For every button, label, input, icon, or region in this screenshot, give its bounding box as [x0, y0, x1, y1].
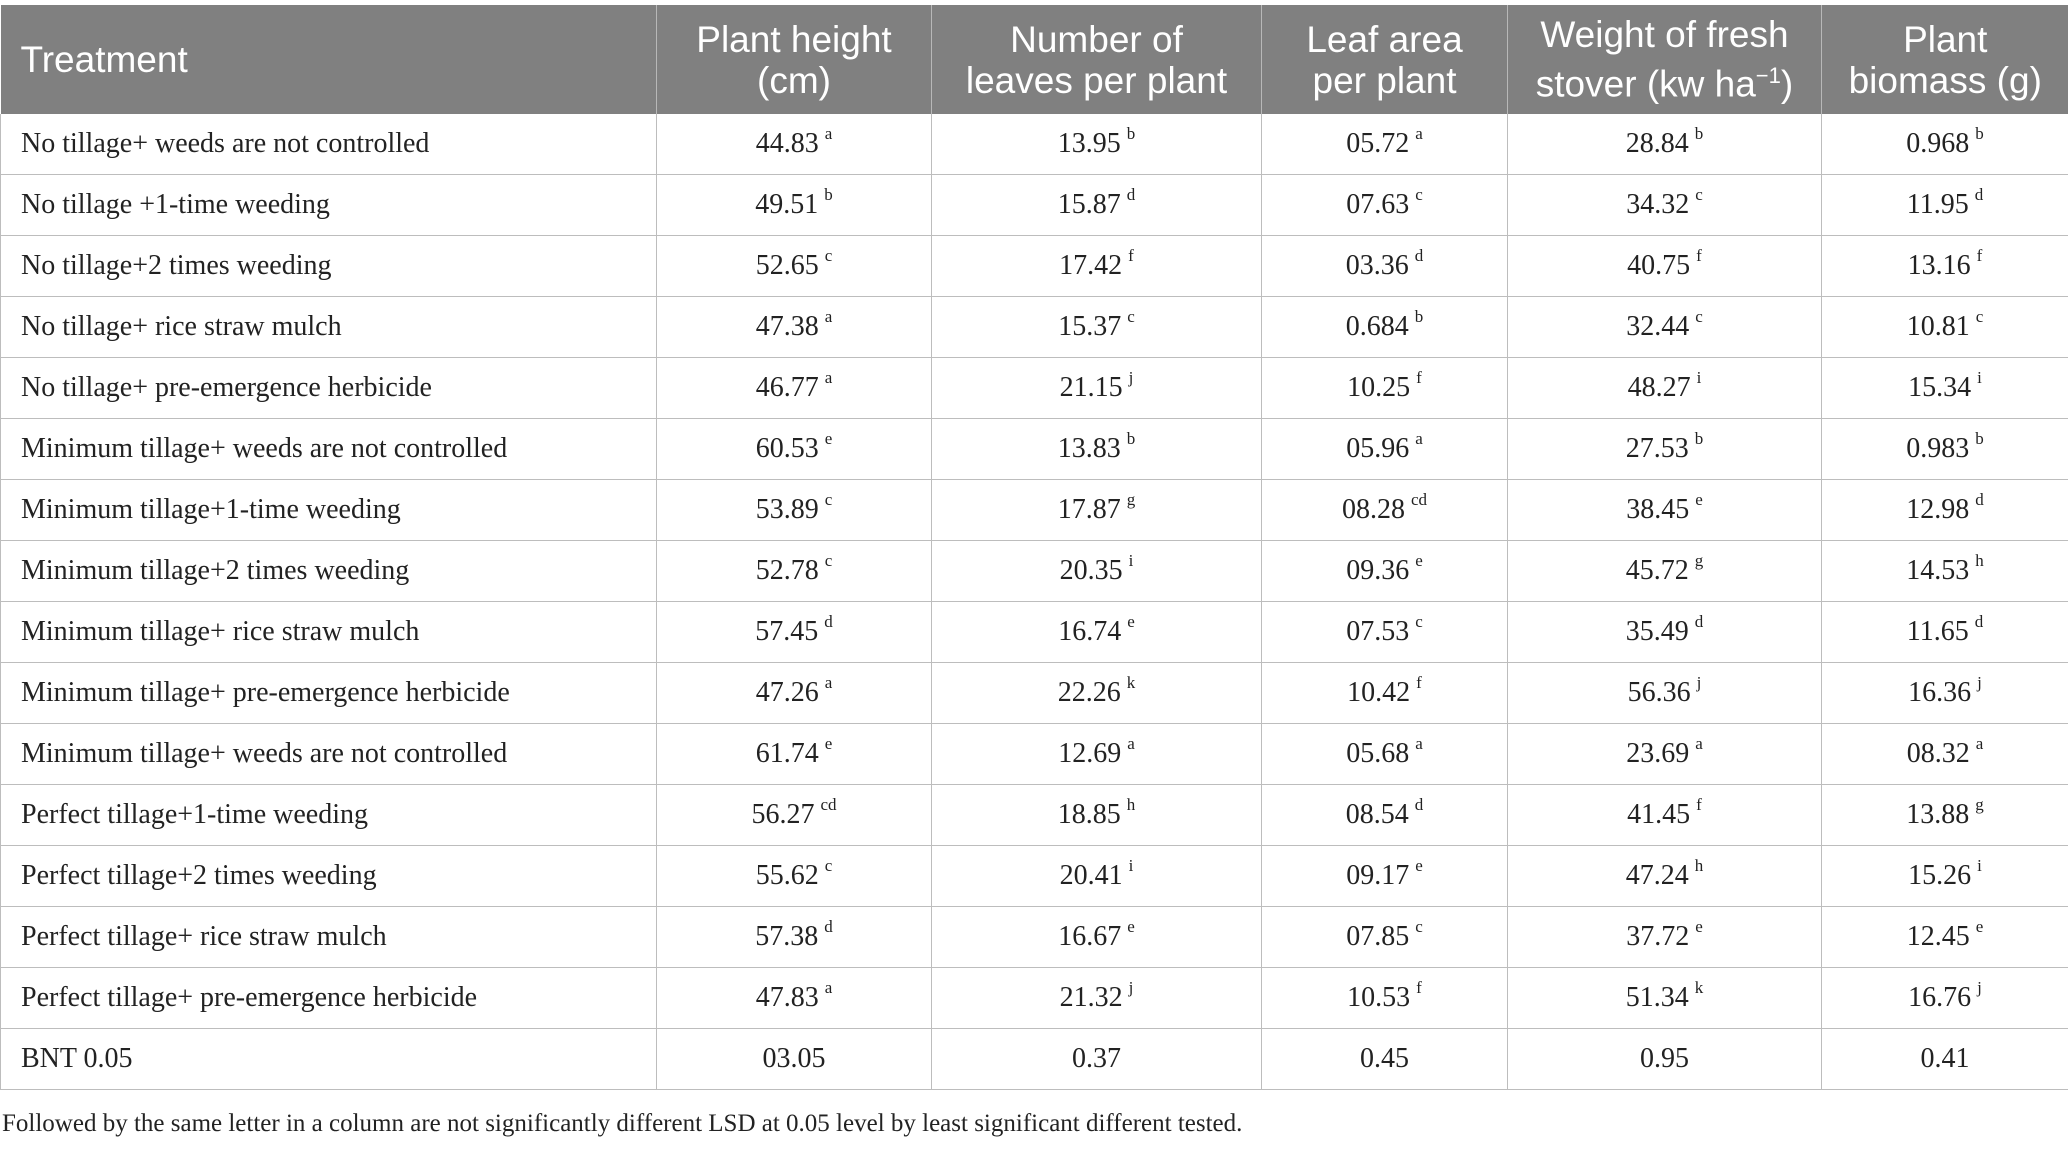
cell-value: 15.26 [1908, 860, 1972, 891]
significance-letter: f [1696, 246, 1702, 265]
significance-letter: a [824, 673, 833, 692]
cell-value: 28.84 [1625, 128, 1689, 159]
value-cell [1262, 358, 1508, 419]
cell-value: 55.62 [755, 860, 819, 891]
value-cell [657, 907, 932, 968]
header-plant-height [657, 5, 932, 114]
value-cell [1508, 785, 1822, 846]
significance-letter: b [1975, 124, 1984, 143]
significance-letter: i [1696, 368, 1702, 387]
value-cell [657, 663, 932, 724]
value-cell [657, 1029, 932, 1090]
value-cell [1262, 602, 1508, 663]
header-row [1, 5, 2068, 114]
value-cell [932, 114, 1262, 175]
cell-value: 16.74 [1058, 616, 1122, 647]
value-cell [932, 968, 1262, 1029]
value-cell [1822, 602, 2068, 663]
significance-letter: e [1415, 856, 1423, 875]
treatment-cell: Minimum tillage+ weeds are not controlled [1, 419, 657, 480]
cell-value: 0.983 [1906, 433, 1970, 464]
header-treatment [1, 5, 657, 114]
significance-letter: d [1126, 185, 1136, 204]
header-line: Treatment [20, 39, 188, 80]
significance-letter: c [1127, 307, 1135, 326]
value-cell [932, 663, 1262, 724]
significance-letter: f [1416, 978, 1422, 997]
cell-value: 13.95 [1057, 128, 1121, 159]
value-cell [657, 358, 932, 419]
significance-letter: c [1695, 185, 1703, 204]
significance-letter: a [824, 978, 833, 997]
cell-value: 11.65 [1906, 616, 1969, 647]
cell-value: 10.42 [1347, 677, 1411, 708]
value-cell [1822, 358, 2068, 419]
treatment-cell: Minimum tillage+ weeds are not controlled [1, 724, 657, 785]
value-cell [932, 358, 1262, 419]
value-cell [1262, 785, 1508, 846]
treatment-cell: Perfect tillage+1-time weeding [1, 785, 657, 846]
table-row [1, 358, 2068, 419]
value-cell [932, 175, 1262, 236]
cell-value: 12.98 [1906, 494, 1970, 525]
cell-value: 41.45 [1627, 799, 1691, 830]
significance-letter: a [824, 368, 833, 387]
cell-value: 08.32 [1906, 738, 1970, 769]
value-cell [932, 236, 1262, 297]
significance-letter: a [1415, 124, 1423, 143]
cell-value: 61.74 [755, 738, 819, 769]
significance-letter: d [1414, 246, 1424, 265]
value-cell [1822, 968, 2068, 1029]
significance-letter: f [1416, 673, 1422, 692]
value-cell [932, 297, 1262, 358]
value-cell [932, 480, 1262, 541]
cell-value: 56.27 [751, 799, 815, 830]
cell-value: 03.05 [762, 1043, 826, 1074]
significance-letter: d [824, 917, 833, 936]
cell-value: 37.72 [1626, 921, 1690, 952]
cell-value: 57.38 [755, 921, 819, 952]
value-cell [657, 602, 932, 663]
value-cell [932, 541, 1262, 602]
value-cell [932, 724, 1262, 785]
cell-value: 53.89 [755, 494, 819, 525]
cell-value: 35.49 [1625, 616, 1689, 647]
table-row [1, 114, 2068, 175]
value-cell [1262, 968, 1508, 1029]
cell-value: 27.53 [1625, 433, 1689, 464]
cell-value: 47.26 [755, 677, 819, 708]
value-cell [1508, 541, 1822, 602]
treatment-cell: BNT 0.05 [1, 1029, 657, 1090]
value-cell [657, 541, 932, 602]
value-cell [1822, 724, 2068, 785]
significance-letter: e [824, 734, 833, 753]
treatment-cell: Minimum tillage+ pre-emergence herbicide [1, 663, 657, 724]
significance-letter: a [1415, 429, 1423, 448]
significance-letter: j [1128, 368, 1134, 387]
cell-value: 12.69 [1058, 738, 1122, 769]
cell-value: 47.38 [755, 311, 819, 342]
table-row [1, 602, 2068, 663]
significance-letter: j [1128, 978, 1134, 997]
cell-value: 13.83 [1057, 433, 1121, 464]
significance-letter: d [1974, 185, 1984, 204]
significance-letter: c [1695, 307, 1703, 326]
cell-value: 18.85 [1057, 799, 1121, 830]
header-line: per plant [1312, 59, 1457, 101]
significance-letter: j [1977, 673, 1982, 692]
value-cell [932, 907, 1262, 968]
value-cell [1508, 663, 1822, 724]
table-row [1, 175, 2068, 236]
significance-letter: b [1126, 429, 1136, 448]
cell-value: 15.34 [1908, 372, 1972, 403]
significance-letter: c [824, 490, 833, 509]
significance-letter: a [824, 307, 833, 326]
table-row [1, 663, 2068, 724]
significance-letter: a [1127, 734, 1135, 753]
significance-letter: e [1127, 917, 1135, 936]
significance-letter: g [1694, 551, 1704, 570]
value-cell [1508, 175, 1822, 236]
cell-value: 13.16 [1907, 250, 1971, 281]
significance-letter: d [1974, 612, 1984, 631]
value-cell [657, 846, 932, 907]
significance-letter: e [1695, 917, 1703, 936]
significance-letter: g [1126, 490, 1136, 509]
cell-value: 10.25 [1347, 372, 1411, 403]
value-cell [1508, 419, 1822, 480]
header-line: Plant height [696, 18, 892, 60]
table-row [1, 297, 2068, 358]
cell-value: 17.87 [1057, 494, 1121, 525]
cell-value: 49.51 [755, 189, 819, 220]
significance-letter: c [824, 856, 833, 875]
significance-letter: b [824, 185, 833, 204]
table-row [1, 907, 2068, 968]
cell-value: 0.37 [1072, 1043, 1121, 1074]
cell-value: 48.27 [1627, 372, 1691, 403]
value-cell [932, 1029, 1262, 1090]
cell-value: 07.63 [1346, 189, 1410, 220]
significance-letter: e [1975, 917, 1984, 936]
value-cell [1508, 480, 1822, 541]
value-cell [1262, 419, 1508, 480]
significance-letter: h [1694, 856, 1704, 875]
table-body [1, 114, 2068, 1090]
significance-letter: b [1414, 307, 1424, 326]
cell-value: 38.45 [1626, 494, 1690, 525]
significance-letter: e [1695, 490, 1703, 509]
table-row [1, 419, 2068, 480]
value-cell [1822, 785, 2068, 846]
significance-letter: cd [1410, 490, 1428, 509]
table-row [1, 1029, 2068, 1090]
significance-letter: b [1126, 124, 1136, 143]
value-cell [1262, 846, 1508, 907]
significance-letter: d [1975, 490, 1984, 509]
cell-value: 32.44 [1626, 311, 1690, 342]
cell-value: 0.45 [1360, 1043, 1409, 1074]
significance-letter: h [1126, 795, 1136, 814]
cell-value: 21.32 [1059, 982, 1123, 1013]
header-plant-biomass [1822, 5, 2068, 114]
table-row [1, 785, 2068, 846]
cell-value: 45.72 [1625, 555, 1689, 586]
treatment-cell: No tillage+ rice straw mulch [1, 297, 657, 358]
value-cell [1262, 724, 1508, 785]
significance-letter: c [824, 246, 833, 265]
cell-value: 22.26 [1057, 677, 1121, 708]
significance-letter: a [1695, 734, 1703, 753]
cell-value: 40.75 [1627, 250, 1691, 281]
header-line: biomass (g) [1848, 59, 2042, 101]
value-cell [1822, 297, 2068, 358]
significance-letter: b [1694, 429, 1704, 448]
significance-letter: i [1128, 551, 1134, 570]
cell-value: 0.684 [1345, 311, 1409, 342]
header-line: stover (kw ha [1535, 63, 1756, 105]
cell-value: 0.41 [1920, 1043, 1970, 1074]
value-cell [1508, 968, 1822, 1029]
value-cell [1508, 358, 1822, 419]
header-line: Weight of fresh [1540, 14, 1789, 56]
significance-letter: k [1694, 978, 1704, 997]
cell-value: 13.88 [1906, 799, 1970, 830]
significance-letter: b [1694, 124, 1704, 143]
header-line: leaves per plant [965, 59, 1228, 101]
value-cell [932, 419, 1262, 480]
cell-value: 60.53 [755, 433, 819, 464]
cell-value: 10.53 [1347, 982, 1411, 1013]
significance-letter: c [824, 551, 833, 570]
header-leaf-area [1262, 5, 1508, 114]
cell-value: 52.78 [755, 555, 819, 586]
cell-value: 16.36 [1908, 677, 1972, 708]
cell-value: 07.85 [1346, 921, 1410, 952]
cell-value: 05.96 [1346, 433, 1410, 464]
significance-letter: j [1977, 978, 1982, 997]
table-row [1, 236, 2068, 297]
header-line: Number of [1010, 18, 1183, 60]
cell-value: 05.72 [1346, 128, 1410, 159]
treatment-cell: No tillage+ weeds are not controlled [1, 114, 657, 175]
treatment-cell: Perfect tillage+ pre-emergence herbicide [1, 968, 657, 1029]
cell-value: 16.76 [1908, 982, 1972, 1013]
value-cell [1262, 114, 1508, 175]
treatment-cell: No tillage+2 times weeding [1, 236, 657, 297]
cell-value: 08.28 [1341, 494, 1405, 525]
value-cell [657, 724, 932, 785]
table-footnote: Followed by the same letter in a column are not significantly different LSD at 0.05 level by least significant different tested. [2, 1110, 1243, 1137]
header-line: Leaf area [1306, 18, 1463, 60]
table-row [1, 541, 2068, 602]
value-cell [1262, 663, 1508, 724]
significance-letter: c [1415, 185, 1423, 204]
cell-value: 12.45 [1906, 921, 1970, 952]
treatment-cell: Minimum tillage+1-time weeding [1, 480, 657, 541]
header-line: (cm) [757, 59, 831, 101]
value-cell [657, 114, 932, 175]
value-cell [1822, 480, 2068, 541]
value-cell [657, 968, 932, 1029]
value-cell [1508, 602, 1822, 663]
significance-letter: e [1127, 612, 1135, 631]
cell-value: 34.32 [1626, 189, 1690, 220]
header-number-of-leaves [932, 5, 1262, 114]
table-row [1, 968, 2068, 1029]
cell-value: 10.81 [1906, 311, 1970, 342]
value-cell [1508, 1029, 1822, 1090]
value-cell [1262, 541, 1508, 602]
significance-letter: b [1975, 429, 1984, 448]
cell-value: 0.95 [1640, 1043, 1689, 1074]
value-cell [1508, 114, 1822, 175]
value-cell [657, 297, 932, 358]
cell-value: 09.36 [1346, 555, 1410, 586]
value-cell [1262, 907, 1508, 968]
significance-letter: d [1694, 612, 1704, 631]
significance-letter: h [1975, 551, 1984, 570]
significance-letter: i [1977, 856, 1982, 875]
cell-value: 51.34 [1625, 982, 1689, 1013]
cell-value: 17.42 [1059, 250, 1123, 281]
cell-value: 47.24 [1625, 860, 1689, 891]
value-cell [1262, 1029, 1508, 1090]
significance-letter: d [1414, 795, 1424, 814]
significance-letter: f [1416, 368, 1422, 387]
significance-letter: e [1415, 551, 1423, 570]
significance-letter: k [1126, 673, 1136, 692]
cell-value: 07.53 [1346, 616, 1410, 647]
cell-value: 14.53 [1906, 555, 1970, 586]
significance-letter: c [1975, 307, 1984, 326]
value-cell [932, 602, 1262, 663]
cell-value: 05.68 [1346, 738, 1410, 769]
significance-letter: i [1977, 368, 1982, 387]
cell-value: 16.67 [1058, 921, 1122, 952]
significance-letter: f [1696, 795, 1702, 814]
table-row [1, 846, 2068, 907]
significance-letter: c [1415, 612, 1423, 631]
significance-letter: cd [820, 795, 837, 814]
value-cell [932, 846, 1262, 907]
table-row [1, 480, 2068, 541]
value-cell [1262, 175, 1508, 236]
value-cell [657, 236, 932, 297]
value-cell [932, 785, 1262, 846]
significance-letter: i [1128, 856, 1134, 875]
treatment-cell: No tillage+ pre-emergence herbicide [1, 358, 657, 419]
significance-letter: a [1415, 734, 1423, 753]
value-cell [1508, 846, 1822, 907]
value-cell [657, 419, 932, 480]
value-cell [1508, 297, 1822, 358]
data-table [0, 5, 2068, 1090]
significance-letter: c [1415, 917, 1423, 936]
cell-value: 21.15 [1059, 372, 1123, 403]
header-fresh-stover-weight [1508, 5, 1822, 114]
value-cell [1508, 724, 1822, 785]
value-cell [1822, 236, 2068, 297]
cell-value: 44.83 [755, 128, 819, 159]
cell-value: 11.95 [1906, 189, 1969, 220]
value-cell [657, 175, 932, 236]
cell-value: 57.45 [755, 616, 819, 647]
cell-value: 08.54 [1345, 799, 1409, 830]
cell-value: 0.968 [1906, 128, 1970, 159]
cell-value: 20.41 [1059, 860, 1123, 891]
value-cell [657, 480, 932, 541]
treatment-cell: Minimum tillage+2 times weeding [1, 541, 657, 602]
significance-letter: a [824, 124, 833, 143]
table-row [1, 724, 2068, 785]
value-cell [1262, 236, 1508, 297]
value-cell [1822, 663, 2068, 724]
cell-value: 20.35 [1059, 555, 1123, 586]
cell-value: 15.37 [1058, 311, 1122, 342]
significance-letter: j [1696, 673, 1702, 692]
cell-value: 46.77 [755, 372, 819, 403]
cell-value: 23.69 [1626, 738, 1690, 769]
cell-value: 09.17 [1346, 860, 1410, 891]
value-cell [1822, 907, 2068, 968]
header-line: ) [1780, 63, 1794, 105]
value-cell [1822, 114, 2068, 175]
header-line: Plant [1903, 18, 1988, 60]
treatment-cell: Perfect tillage+ rice straw mulch [1, 907, 657, 968]
treatment-cell: No tillage +1-time weeding [1, 175, 657, 236]
value-cell [1822, 846, 2068, 907]
cell-value: 47.83 [755, 982, 819, 1013]
cell-value: 52.65 [755, 250, 819, 281]
significance-letter: f [1128, 246, 1134, 265]
value-cell [1262, 297, 1508, 358]
significance-letter: e [824, 429, 833, 448]
cell-value: 03.36 [1345, 250, 1409, 281]
header-superscript: −1 [1755, 63, 1781, 89]
value-cell [1822, 541, 2068, 602]
value-cell [1508, 907, 1822, 968]
value-cell [1822, 1029, 2068, 1090]
significance-letter: a [1975, 734, 1984, 753]
cell-value: 56.36 [1627, 677, 1691, 708]
significance-letter: d [824, 612, 833, 631]
significance-letter: g [1975, 795, 1984, 814]
value-cell [1508, 236, 1822, 297]
treatment-cell: Perfect tillage+2 times weeding [1, 846, 657, 907]
treatment-cell: Minimum tillage+ rice straw mulch [1, 602, 657, 663]
significance-letter: f [1976, 246, 1983, 265]
cell-value: 15.87 [1057, 189, 1121, 220]
value-cell [1822, 175, 2068, 236]
value-cell [1262, 480, 1508, 541]
value-cell [657, 785, 932, 846]
value-cell [1822, 419, 2068, 480]
